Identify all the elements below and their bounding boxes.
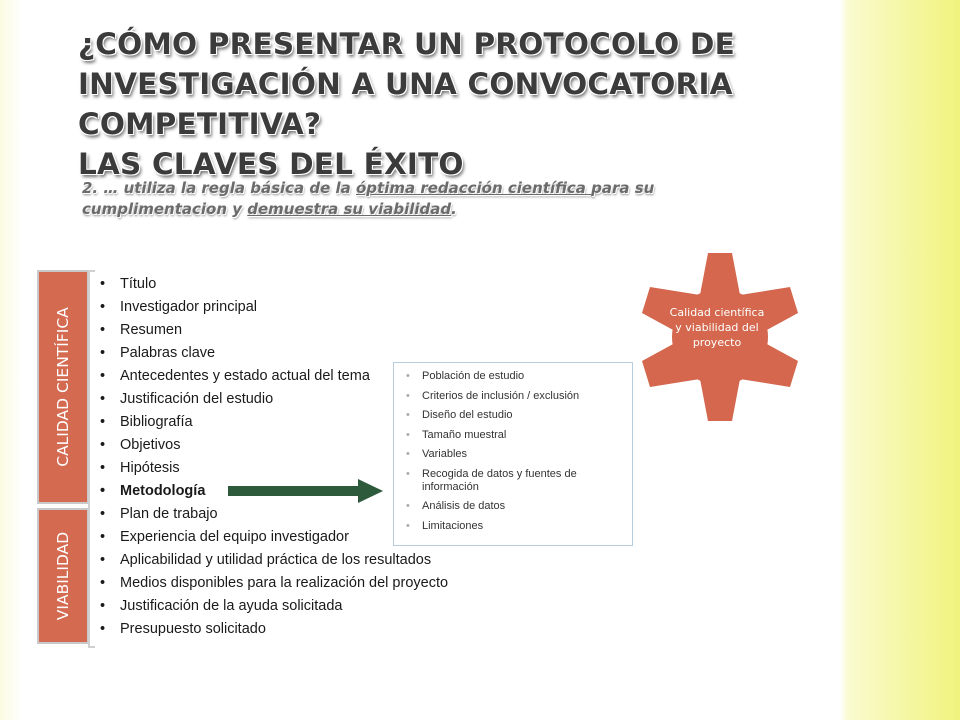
section-item-investigador: • Investigador principal [100,296,448,319]
section-item-medios: • Medios disponibles para la realización del proyecto [100,572,448,595]
section-item-metodologia: • Metodología [100,480,448,503]
section-item-bibliografia: • Bibliografía [100,411,448,434]
section-item-experiencia: • Experiencia del equipo investigador [100,526,448,549]
subtitle-text-3: . [451,200,457,218]
title-line-3: LAS CLAVES DEL ÉXITO [78,147,464,181]
methodology-item: • Diseño del estudio [422,409,626,422]
slide-title [78,24,938,184]
section-item-aplicabilidad: • Aplicabilidad y utilidad práctica de los resultados [100,549,448,572]
section-item-objetivos: • Objetivos [100,434,448,457]
viabilidad-tab [37,508,89,644]
section-item-ayuda: • Justificación de la ayuda solicitada [100,595,448,618]
viabilidad-label: VIABILIDAD [54,531,72,621]
methodology-box [393,362,633,546]
calidad-cientifica-tab [37,270,89,504]
section-bracket [88,270,95,648]
subtitle-link-viabilidad: demuestra su viabilidad [247,200,452,218]
gear-label: Calidad científica y viabilidad del proyecto [669,306,765,349]
section-item-justificacion: • Justificación del estudio [100,388,448,411]
methodology-item: • Criterios de inclusión / exclusión [422,390,626,403]
subtitle-text-1: 2. … utiliza la regla básica de la [82,179,356,197]
section-item-antecedentes: • Antecedentes y estado actual del tema [100,365,448,388]
methodology-item: • Limitaciones [422,520,626,533]
section-item-palabras-clave: • Palabras clave [100,342,448,365]
subtitle-link-redaccion: óptima redacción científica [356,179,592,197]
methodology-item: • Recogida de datos y fuentes de información [422,468,626,494]
section-item-presupuesto: • Presupuesto solicitado [100,618,448,641]
methodology-item: • Tamaño muestral [422,429,626,442]
title-line-2: INVESTIGACIÓN A UNA CONVOCATORIA COMPETITIVA? [78,67,733,141]
section-item-hipotesis: • Hipótesis [100,457,448,480]
section-item-resumen: • Resumen [100,319,448,342]
subtitle-text-2: para su cumplimentacion y [82,179,655,218]
slide-subtitle [82,178,802,220]
right-arrow-icon [228,478,384,504]
section-item-titulo: • Título [100,273,448,296]
methodology-item: • Análisis de datos [422,500,626,513]
methodology-item: • Variables [422,448,626,461]
section-item-plan-trabajo: • Plan de trabajo [100,503,448,526]
methodology-list [422,370,626,533]
methodology-item: • Población de estudio [422,370,626,383]
calidad-cientifica-label: CALIDAD CIENTÍFICA [54,307,72,467]
title-line-1: ¿CÓMO PRESENTAR UN PROTOCOLO DE [78,27,735,61]
